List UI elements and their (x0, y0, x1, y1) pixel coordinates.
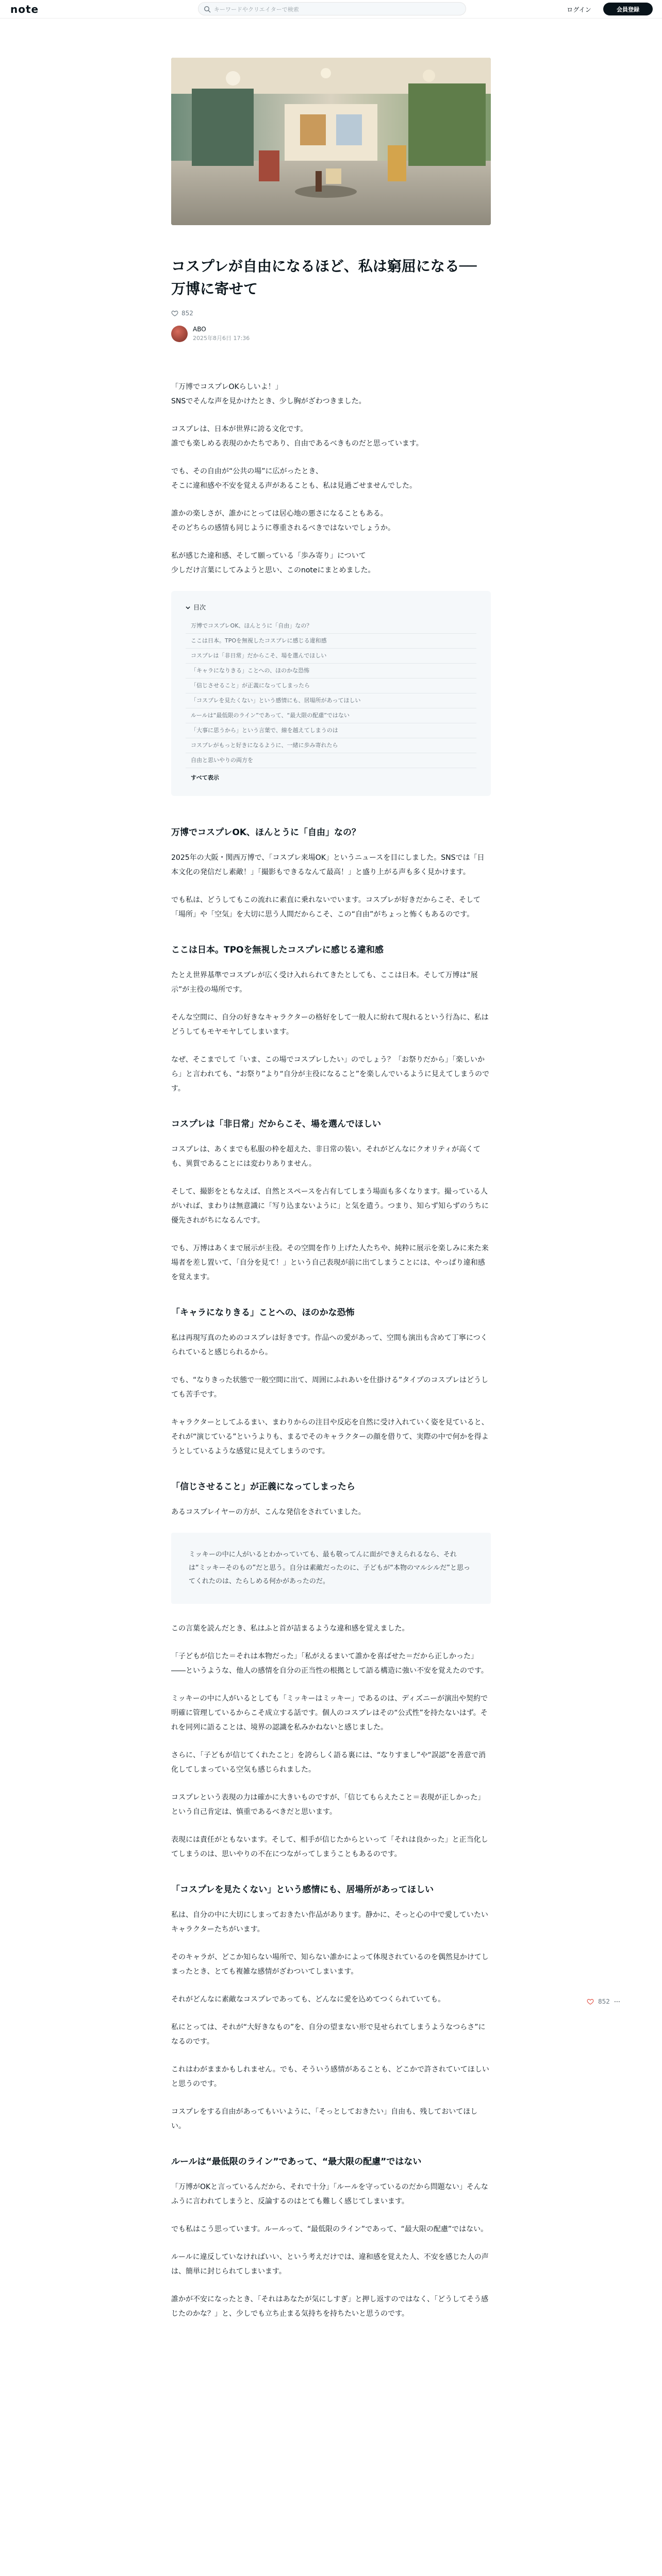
toc-item[interactable]: コスプレは「非日常」だからこそ、場を選んでほしい (186, 649, 476, 664)
avatar[interactable] (171, 326, 188, 342)
paragraph: そのキャラが、どこか知らない場所で、知らない誰かによって体現されているのを偶然見かけてしまったとき、とても複雑な感情がざわついてしまいます。 (171, 1953, 489, 1976)
toc-item[interactable]: ルールは“最低限のライン”であって、“最大限の配慮”ではない (186, 708, 476, 723)
toc-item[interactable]: 「キャラになりきる」ことへの、ほのかな恐怖 (186, 664, 476, 679)
more-icon[interactable]: ⋯ (614, 1998, 620, 2005)
paragraph: コスプレをする自由があってもいいように、「そっとしておきたい」自由も、残しておいてほしい。 (171, 2108, 478, 2130)
section-heading: 万博でコスプレOK、ほんとうに「自由」なの？ (171, 827, 360, 838)
paragraph: さらに、「子どもが信じてくれたこと」を誇らしく語る裏には、“なりすまし”や“誤認”を善意で消化してしまっている空気も感じられました。 (171, 1751, 486, 1774)
like-count: 852 (181, 310, 193, 317)
signup-button[interactable]: 会員登録 (603, 3, 653, 15)
paragraph: キャラクターとしてふるまい、まわりからの注目や反応を自然に受け入れていく姿を見ていると、それが“演じている”というよりも、まるでそのキャラクターの顔を借りて、実際の中で何かを得ようとしているような感覚に見えてしまうのです。 (171, 1418, 489, 1455)
intro (171, 380, 491, 578)
author-name[interactable]: ABO (193, 326, 206, 333)
paragraph: この言葉を読んだとき、私はふと首が詰まるような違和感を覚えました。 (171, 1624, 409, 1633)
toc-item[interactable]: 「大事に思うから」という言葉で、線を越えてしまうのは (186, 723, 476, 738)
section-heading: ここは日本。TPOを無視したコスプレに感じる違和感 (171, 945, 384, 955)
search-icon (204, 6, 211, 13)
like-row (171, 308, 491, 319)
login-button[interactable]: ログイン (565, 3, 593, 15)
toc-list (186, 619, 476, 768)
post-date: 2025年8月6日 17:36 (193, 335, 250, 342)
paragraph: コスプレは、日本が世界に誇る文化です。 誰でも楽しめる表現のかたちであり、自由であるべきものだと思っています。 (171, 425, 423, 448)
paragraph: でも、万博はあくまで展示が主役。その空間を作り上げた人たちや、純粋に展示を楽しみに来た来場者を差し置いて、「自分を見て！」という自己表現が前に出てしまうことには、やっぱり違和感を覚えます。 (171, 1244, 489, 1281)
paragraph: でも、“なりきった状態で一般空間に出て、周囲にふれあいを仕掛ける”タイプのコスプレはどうしても苦手です。 (171, 1376, 488, 1399)
paragraph: コスプレは、あくまでも私服の枠を超えた、非日常の装い。それがどんなにクオリティが高くても、異質であることには変わりありません。 (171, 1145, 481, 1168)
floating-like-count: 852 (598, 1998, 610, 2005)
toc-item[interactable]: コスプレがもっと好きになるように、一緒に歩み寄れたら (186, 738, 476, 753)
section-heading: 「キャラになりきる」ことへの、ほのかな恐怖 (171, 1308, 355, 1318)
paragraph: たとえ世界基準でコスプレが広く受け入れられてきたとしても、ここは日本。そして万博は“展示”が主役の場所です。 (171, 971, 478, 994)
search-input[interactable] (214, 5, 456, 14)
paragraph: ルールに違反していなければいい、という考えだけでは、違和感を覚えた人、不安を感じた人の声は、簡単に封じられてしまいます。 (171, 2253, 489, 2276)
paragraph: これはわがままかもしれません。でも、そういう感情があることも、どこかで許されていてほしいと思うのです。 (171, 2065, 489, 2088)
note-logo[interactable]: note (10, 3, 39, 15)
article-body (171, 380, 491, 2321)
cover-image (171, 58, 491, 225)
article (171, 58, 491, 2334)
toc-header[interactable] (186, 600, 476, 615)
paragraph: でも私はこう思っています。ルールって、“最低限のライン”であって、“最大限の配慮”ではない。 (171, 2225, 488, 2233)
paragraph: あるコスプレイヤーの方が、こんな発信をされていました。 (171, 1508, 366, 1516)
paragraph: なぜ、そこまでして「いま、この場でコスプレしたい」のでしょう？「お祭りだから」「楽しいから」と言われても、“お祭り”より“自分が主役になること”を楽しんでいるように見えてしまうのです。 (171, 1056, 490, 1093)
paragraph: 「子どもが信じた＝それは本物だった」「私がえるまいて誰かを喜ばせた＝だから正しかった」――というような、他人の感情を自分の正当性の根拠として語る構造に強い不安を覚えたのです。 (171, 1652, 488, 1675)
toc-show-all-button[interactable]: すべて表示 (186, 773, 219, 782)
section-heading: ルールは“最低限のライン”であって、“最大限の配慮”ではない (171, 2157, 422, 2167)
cover-illustration (171, 58, 491, 225)
paragraph: でも、その自由が“公共の場”に広がったとき、 そこに違和感や不安を覚える声があることも、私は見過ごせませんでした。 (171, 467, 417, 490)
section-heading: コスプレは「非日常」だからこそ、場を選んでほしい (171, 1119, 381, 1129)
toc-title: 目次 (193, 604, 206, 611)
author-row (171, 324, 491, 344)
section-heading: 「信じさせること」が正義になってしまったら (171, 1482, 355, 1492)
paragraph: 私が感じた違和感、そして願っている「歩み寄り」について 少しだけ言葉にしてみようと思い、このnoteにまとめました。 (171, 552, 375, 574)
heart-icon[interactable] (587, 1998, 594, 2005)
paragraph: 表現には責任がともないます。そして、相手が信じたからといって「それは良かった」と正当化してしまうのは、思いやりの不在につながってしまうこともあるのです。 (171, 1836, 488, 1858)
heart-icon[interactable] (171, 310, 178, 317)
toc-item[interactable]: 自由と思いやりの両方を (186, 753, 476, 768)
floating-like[interactable] (587, 1998, 620, 2005)
quote-block: ミッキーの中に人がいるとわかっていても、最も敬ってんに面ができえられるなら、それは“ミッキーそのもの”だと思う。自分は素敵だったのに、子どもが“本物のマルシルだ”と思ってくれたのは、たらしめる何かがあったのだ。 (171, 1533, 491, 1604)
site-header (0, 0, 662, 19)
toc-item[interactable]: 「信じさせること」が正義になってしまったら (186, 679, 476, 693)
paragraph: 私にとっては、それが“大好きなもの”を、自分の望まない形で見せられてしまうようなつらさ”になるのです。 (171, 2023, 486, 2046)
paragraph: でも私は、どうしてもこの流れに素直に乗れないでいます。コスプレが好きだからこそ、そして「場所」や「空気」を大切に思う人間だからこそ、この“自由”がちょっと怖くもあるのです。 (171, 896, 481, 919)
paragraph: 私は、自分の中に大切にしまっておきたい作品があります。静かに、そっと心の中で愛していたいキャラクターたちがいます。 (171, 1911, 488, 1934)
author-meta (193, 326, 250, 342)
toc-item[interactable]: ここは日本。TPOを無視したコスプレに感じる違和感 (186, 634, 476, 649)
paragraph: 私は再現写真のためのコスプレは好きです。作品への愛があって、空間も演出も含めて丁寧につくられていると感じられるから。 (171, 1334, 488, 1357)
chevron-down-icon (186, 605, 190, 610)
section-heading: 「コスプレを見たくない」という感情にも、居場所があってほしい (171, 1885, 434, 1895)
toc-item[interactable]: 「コスプレを見たくない」という感情にも、居場所があってほしい (186, 693, 476, 708)
paragraph: 「万博でコスプレOKらしいよ！」 SNSでそんな声を見かけたとき、少し胸がざわつきました。 (171, 383, 366, 405)
paragraph: 「万博がOKと言っているんだから、それで十分」「ルールを守っているのだから問題ない」そんなふうに言われてしまうと、反論するのはとても難しく感じてしまいます。 (171, 2183, 488, 2206)
paragraph: それがどんなに素敵なコスプレであっても、どんなに愛を込めてつくられていても。 (171, 1995, 445, 2004)
paragraph: そして、撮影をともなえば、自然とスペースを占有してしまう場面も多くなります。撮っている人がいれば、まわりは無意識に「写り込まないように」と気を遣う。つまり、知らず知らずのうちに優先されがちになるんです。 (171, 1188, 489, 1225)
article-title: コスプレが自由になるほど、私は窮屈になる──万博に寄せて (171, 258, 477, 297)
toc-item[interactable]: 万博でコスプレOK、ほんとうに「自由」なの？ (186, 619, 476, 634)
paragraph: コスプレという表現の力は確かに大きいものですが、「信じてもらえたこと＝表現が正しかった」という自己肯定は、慎重であるべきだと思います。 (171, 1793, 485, 1816)
sections (171, 825, 491, 2321)
paragraph: そんな空間に、自分の好きなキャラクターの格好をして一般人に紛れて現れるという行為に、私はどうしてもモヤモヤしてしまいます。 (171, 1013, 489, 1036)
paragraph: 誰かが不安になったとき、「それはあなたが気にしすぎ」と押し返すのではなく、「どうしてそう感じたのかな？」と、少しでも立ち止まる気持ちを持ちたいと思うのです。 (171, 2295, 489, 2318)
search-box[interactable] (198, 2, 466, 15)
paragraph: ミッキーの中に人がいるとしても「ミッキーはミッキー」であるのは、ディズニーが演出や契約で明確に管理しているからこそ成立する話です。個人のコスプレはその“公式性”を持たないはず。それを同列に語ることは、境界の認識を私みかねないと感じました。 (171, 1694, 488, 1732)
table-of-contents (171, 591, 491, 796)
paragraph: 誰かの楽しさが、誰かにとっては居心地の悪さになることもある。 そのどちらの感情も同じように尊重されるべきではないでしょうか。 (171, 510, 395, 532)
paragraph: 2025年の大阪・関西万博で、「コスプレ来場OK」というニュースを目にしました。SNSでは「日本文化の発信だし素敵！」「撮影もできるなんて最高！」と盛り上がる声も多く見かけます。 (171, 854, 485, 876)
